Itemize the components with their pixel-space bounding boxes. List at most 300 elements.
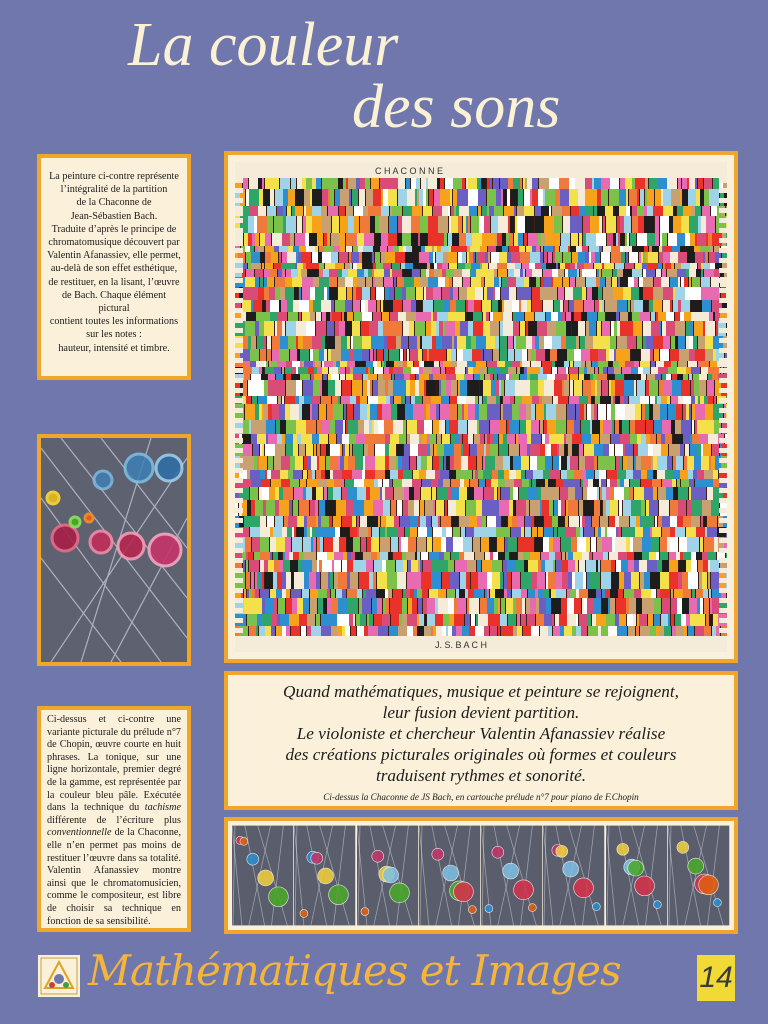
mosaic-cell <box>270 527 273 537</box>
mosaic-cell <box>332 396 338 404</box>
mosaic-cell <box>497 263 507 269</box>
mosaic-cell <box>496 396 500 404</box>
mosaic-cell <box>295 456 303 470</box>
mosaic-cell <box>249 516 258 527</box>
mosaic-cell <box>340 527 349 537</box>
mosaic-cell <box>310 349 313 361</box>
mosaic-cell <box>248 263 251 269</box>
mosaic-cell <box>596 263 602 269</box>
mosaic-cell <box>409 336 417 349</box>
mosaic-cell <box>658 312 666 321</box>
mosaic-cell <box>581 361 585 367</box>
mosaic-cell <box>270 552 272 560</box>
mosaic-cell <box>336 361 340 367</box>
mosaic-cell <box>610 487 614 500</box>
mosaic-cell <box>630 206 632 216</box>
mosaic-cell <box>303 380 313 396</box>
mosaic-cell <box>313 349 319 361</box>
mosaic-cell <box>449 614 454 626</box>
mosaic-cell <box>656 361 664 367</box>
mosaic-cell <box>402 552 406 560</box>
mosaic-cell <box>467 560 476 572</box>
mosaic-cell <box>588 589 596 598</box>
mosaic-cell <box>582 246 588 252</box>
mosaic-cell <box>530 552 540 560</box>
mosaic-cell <box>576 626 581 636</box>
mosaic-cell <box>393 380 400 396</box>
mosaic-cell <box>304 552 308 560</box>
mosaic-cell <box>339 233 345 246</box>
mosaic-cell <box>480 598 487 614</box>
mosaic-cell <box>373 277 375 287</box>
mosaic-border-cell <box>719 478 727 483</box>
mosaic-cell <box>327 404 333 420</box>
mosaic-cell <box>377 552 380 560</box>
mosaic-cell <box>474 300 481 312</box>
mosaic-cell <box>597 206 605 216</box>
mosaic-cell <box>677 516 683 527</box>
mosaic-cell <box>403 269 411 277</box>
mosaic-cell <box>272 233 282 246</box>
mosaic-cell <box>312 178 316 189</box>
mosaic-cell <box>285 404 290 420</box>
mosaic-cell <box>699 374 707 380</box>
mosaic-cell <box>624 516 629 527</box>
mosaic-cell <box>260 277 263 287</box>
mosaic-cell <box>490 374 493 380</box>
mosaic-cell <box>700 598 703 614</box>
mosaic-cell <box>529 321 537 336</box>
mosaic-cell <box>293 552 299 560</box>
mosaic-border-cell <box>719 348 727 353</box>
mosaic-cell <box>504 589 507 598</box>
mosaic-cell <box>700 361 709 367</box>
mosaic-cell <box>696 527 705 537</box>
mosaic-cell <box>454 269 462 277</box>
mosaic-cell <box>618 233 620 246</box>
mosaic-cell <box>388 189 397 206</box>
mosaic-cell <box>519 300 521 312</box>
mosaic-cell <box>310 189 312 206</box>
mosaic-cell <box>351 626 356 636</box>
mosaic-cell <box>536 349 543 361</box>
mosaic-cell <box>680 312 684 321</box>
mosaic-cell <box>301 269 307 277</box>
mosaic-border-cell <box>719 608 727 613</box>
mosaic-cell <box>589 252 591 263</box>
mosaic-cell <box>598 349 606 361</box>
mosaic-cell <box>532 527 537 537</box>
mosaic-cell <box>277 470 280 479</box>
mosaic-cell <box>249 626 256 636</box>
mosaic-cell <box>583 479 588 487</box>
mosaic-cell <box>329 287 337 300</box>
mosaic-cell <box>465 263 471 269</box>
mosaic-cell <box>617 626 627 636</box>
mosaic-cell <box>455 367 465 374</box>
mosaic-cell <box>493 434 498 444</box>
mosaic-cell <box>285 277 292 287</box>
mosaic-cell <box>552 361 555 367</box>
mosaic-cell <box>446 380 451 396</box>
mosaic-cell <box>338 598 348 614</box>
mosaic-cell <box>630 516 636 527</box>
mosaic-cell <box>649 246 652 252</box>
mosaic-cell <box>657 434 661 444</box>
mosaic-cell <box>366 560 373 572</box>
mosaic-cell <box>271 479 281 487</box>
mosaic-cell <box>526 420 531 434</box>
mosaic-cell <box>411 560 418 572</box>
mosaic-cell <box>293 300 299 312</box>
mosaic-cell <box>250 470 260 479</box>
mosaic-cell <box>272 404 279 420</box>
mosaic-cell <box>544 404 546 420</box>
mosaic-cell <box>620 246 623 252</box>
mosaic-cell <box>244 589 246 598</box>
mosaic-cell <box>430 444 433 456</box>
mosaic-cell <box>266 434 268 444</box>
mosaic-cell <box>508 178 513 189</box>
mosaic-cell <box>603 420 612 434</box>
mosaic-cell <box>376 263 383 269</box>
mosaic-cell <box>446 527 452 537</box>
mosaic-cell <box>399 434 406 444</box>
mosaic-cell <box>602 380 608 396</box>
mosaic-cell <box>446 456 449 470</box>
mosaic-cell <box>489 537 496 552</box>
mosaic-cell <box>382 361 384 367</box>
mosaic-cell <box>368 527 371 537</box>
mosaic-cell <box>326 312 330 321</box>
mosaic-cell <box>528 589 535 598</box>
mosaic-cell <box>667 269 677 277</box>
mosaic-cell <box>692 404 695 420</box>
mosaic-cell <box>408 560 411 572</box>
mosaic-cell <box>330 572 333 589</box>
mosaic-cell <box>559 444 564 456</box>
mosaic-cell <box>271 598 273 614</box>
mosaic-cell <box>697 487 706 500</box>
mosaic-cell <box>466 500 476 516</box>
mosaic-cell <box>527 614 535 626</box>
mosaic-cell <box>266 420 275 434</box>
mosaic-cell <box>439 380 441 396</box>
mosaic-cell <box>517 367 520 374</box>
mosaic-cell <box>389 349 399 361</box>
mosaic-cell <box>655 216 659 233</box>
mosaic-cell <box>267 277 274 287</box>
mosaic-cell <box>413 626 417 636</box>
mosaic-cell <box>286 216 296 233</box>
mosaic-cell <box>689 598 697 614</box>
mosaic-cell <box>444 233 447 246</box>
mosaic-cell <box>620 216 624 233</box>
mosaic-cell <box>302 404 310 420</box>
mosaic-cell <box>312 206 321 216</box>
mosaic-cell <box>370 367 373 374</box>
mosaic-cell <box>494 277 499 287</box>
mosaic-cell <box>322 560 332 572</box>
mosaic-cell <box>594 404 597 420</box>
mosaic-cell <box>607 233 613 246</box>
mosaic-cell <box>290 349 297 361</box>
mosaic-cell <box>304 516 307 527</box>
mosaic-cell <box>416 178 420 189</box>
mosaic-cell <box>591 252 595 263</box>
mosaic-cell <box>353 287 356 300</box>
mosaic-cell <box>503 189 507 206</box>
mosaic-cell <box>447 487 451 500</box>
mosaic-cell <box>350 349 354 361</box>
mosaic-cell <box>631 287 639 300</box>
mosaic-cell <box>485 434 487 444</box>
painting-bottom-label: J. S. B A C H <box>435 640 488 650</box>
mosaic-cell <box>421 456 427 470</box>
mosaic-cell <box>312 527 315 537</box>
mosaic-cell <box>328 206 338 216</box>
mosaic-cell <box>691 300 699 312</box>
mosaic-cell <box>558 527 566 537</box>
mosaic-cell <box>538 527 543 537</box>
mosaic-cell <box>451 552 459 560</box>
mosaic-cell <box>493 349 499 361</box>
mosaic-cell <box>475 396 478 404</box>
mosaic-cell <box>376 287 384 300</box>
mosaic-cell <box>671 361 677 367</box>
mosaic-cell <box>526 598 530 614</box>
mosaic-cell <box>468 178 477 189</box>
mosaic-cell <box>250 349 259 361</box>
mosaic-cell <box>481 537 489 552</box>
mosaic-cell <box>460 380 467 396</box>
mosaic-cell <box>695 287 701 300</box>
mosaic-cell <box>627 552 634 560</box>
mosaic-cell <box>540 500 542 516</box>
mosaic-cell <box>251 374 261 380</box>
mosaic-cell <box>362 336 371 349</box>
mosaic-cell <box>361 537 366 552</box>
mosaic-cell <box>634 589 641 598</box>
mosaic-cell <box>508 537 517 552</box>
mosaic-cell <box>644 216 654 233</box>
mosaic-cell <box>655 189 661 206</box>
mosaic-cell <box>525 312 534 321</box>
mosaic-cell <box>514 269 520 277</box>
mosaic-border-cell <box>235 258 243 263</box>
mosaic-cell <box>708 374 712 380</box>
mosaic-cell <box>628 626 635 636</box>
mosaic-cell <box>449 277 452 287</box>
painting-top-label: C H A C O N N E <box>375 166 444 176</box>
mosaic-cell <box>698 336 705 349</box>
mosaic-cell <box>571 206 579 216</box>
mosaic-cell <box>379 216 388 233</box>
mosaic-cell <box>597 321 601 336</box>
mosaic-cell <box>542 361 552 367</box>
mosaic-cell <box>587 367 594 374</box>
mosaic-cell <box>570 374 578 380</box>
mosaic-cell <box>461 527 465 537</box>
mosaic-cell <box>328 349 331 361</box>
mosaic-cell <box>612 420 614 434</box>
mosaic-cell <box>301 252 311 263</box>
mosaic-cell <box>602 589 605 598</box>
mosaic-cell <box>347 336 350 349</box>
mosaic-cell <box>511 361 520 367</box>
mosaic-cell <box>684 487 688 500</box>
mosaic-cell <box>711 206 717 216</box>
mosaic-cell <box>554 300 560 312</box>
mosaic-cell <box>530 500 540 516</box>
mosaic-cell <box>651 367 658 374</box>
mosaic-cell <box>700 246 710 252</box>
mosaic-cell <box>535 537 543 552</box>
mosaic-cell <box>685 287 695 300</box>
mosaic-cell <box>640 312 650 321</box>
mosaic-cell <box>362 349 369 361</box>
mosaic-cell <box>373 572 376 589</box>
mosaic-cell <box>398 470 403 479</box>
mosaic-cell <box>462 252 466 263</box>
mosaic-cell <box>642 263 648 269</box>
mosaic-cell <box>502 589 504 598</box>
mosaic-cell <box>641 349 650 361</box>
mosaic-cell <box>272 349 279 361</box>
mosaic-cell <box>310 598 317 614</box>
mosaic-cell <box>638 216 644 233</box>
mosaic-cell <box>566 367 568 374</box>
mosaic-cell <box>512 300 519 312</box>
mosaic-cell <box>663 300 670 312</box>
mosaic-cell <box>309 572 316 589</box>
mosaic-cell <box>423 396 431 404</box>
mosaic-cell <box>513 312 516 321</box>
mosaic-cell <box>556 589 566 598</box>
mosaic-cell <box>403 300 408 312</box>
mosaic-cell <box>600 487 602 500</box>
mosaic-cell <box>673 252 678 263</box>
mosaic-cell <box>603 367 607 374</box>
mosaic-cell <box>417 189 419 206</box>
mosaic-cell <box>547 321 549 336</box>
mosaic-cell <box>294 527 296 537</box>
mosaic-cell <box>626 189 628 206</box>
mosaic-cell <box>348 598 358 614</box>
mosaic-cell <box>592 287 598 300</box>
mosaic-cell <box>259 189 263 206</box>
mosaic-cell <box>441 380 446 396</box>
mosaic-cell <box>569 178 575 189</box>
mosaic-cell <box>670 349 679 361</box>
mosaic-cell <box>482 560 492 572</box>
mosaic-cell <box>366 361 373 367</box>
mosaic-cell <box>298 252 301 263</box>
mosaic-cell <box>373 361 377 367</box>
mosaic-cell <box>405 404 413 420</box>
mosaic-cell <box>568 552 573 560</box>
mosaic-cell <box>517 626 522 636</box>
mosaic-cell <box>452 626 456 636</box>
mosaic-cell <box>698 444 701 456</box>
mosaic-cell <box>680 444 684 456</box>
mosaic-cell <box>345 444 349 456</box>
mosaic-cell <box>295 263 297 269</box>
mosaic-cell <box>476 336 486 349</box>
mosaic-cell <box>263 233 265 246</box>
mosaic-cell <box>509 420 519 434</box>
mosaic-cell <box>563 216 570 233</box>
mosaic-cell <box>292 537 302 552</box>
mosaic-cell <box>338 572 347 589</box>
mosaic-cell <box>339 537 346 552</box>
mosaic-cell <box>321 206 327 216</box>
mosaic-cell <box>356 614 360 626</box>
mosaic-cell <box>340 456 344 470</box>
mosaic-cell <box>611 321 614 336</box>
mosaic-cell <box>468 367 473 374</box>
mosaic-cell <box>366 434 375 444</box>
mosaic-cell <box>246 396 251 404</box>
mosaic-cell <box>503 527 510 537</box>
mosaic-cell <box>339 626 342 636</box>
mosaic-cell <box>375 444 385 456</box>
mosaic-cell <box>280 614 289 626</box>
mosaic-cell <box>432 560 441 572</box>
mosaic-cell <box>646 380 649 396</box>
chaconne-painting-art <box>235 162 727 652</box>
mosaic-cell <box>682 178 687 189</box>
mosaic-cell <box>378 336 384 349</box>
mosaic-cell <box>285 367 291 374</box>
mosaic-cell <box>257 572 260 589</box>
mosaic-cell <box>330 444 340 456</box>
mosaic-cell <box>581 349 590 361</box>
mosaic-cell <box>484 269 494 277</box>
mosaic-cell <box>639 614 647 626</box>
mosaic-cell <box>317 367 322 374</box>
mosaic-cell <box>339 252 348 263</box>
mosaic-cell <box>434 444 437 456</box>
mosaic-cell <box>282 396 284 404</box>
mosaic-cell <box>286 589 290 598</box>
mosaic-cell <box>385 470 390 479</box>
mosaic-cell <box>441 516 451 527</box>
mosaic-cell <box>643 269 646 277</box>
mosaic-cell <box>583 380 591 396</box>
mosaic-cell <box>531 626 539 636</box>
mosaic-cell <box>432 367 440 374</box>
mosaic-cell <box>596 614 606 626</box>
mosaic-cell <box>418 349 422 361</box>
mosaic-cell <box>666 321 675 336</box>
mosaic-cell <box>698 396 700 404</box>
mosaic-cell <box>267 206 276 216</box>
mosaic-cell <box>609 361 612 367</box>
mosaic-cell <box>499 380 501 396</box>
mosaic-cell <box>442 527 446 537</box>
mosaic-cell <box>605 300 610 312</box>
mosaic-cell <box>565 263 570 269</box>
mosaic-cell <box>254 456 257 470</box>
mosaic-cell <box>359 527 368 537</box>
mosaic-cell <box>637 380 645 396</box>
mosaic-cell <box>470 444 477 456</box>
mosaic-cell <box>666 312 674 321</box>
intro-line: Traduite d’après le principe de <box>51 223 177 235</box>
mosaic-cell <box>372 527 379 537</box>
mosaic-cell <box>708 434 718 444</box>
